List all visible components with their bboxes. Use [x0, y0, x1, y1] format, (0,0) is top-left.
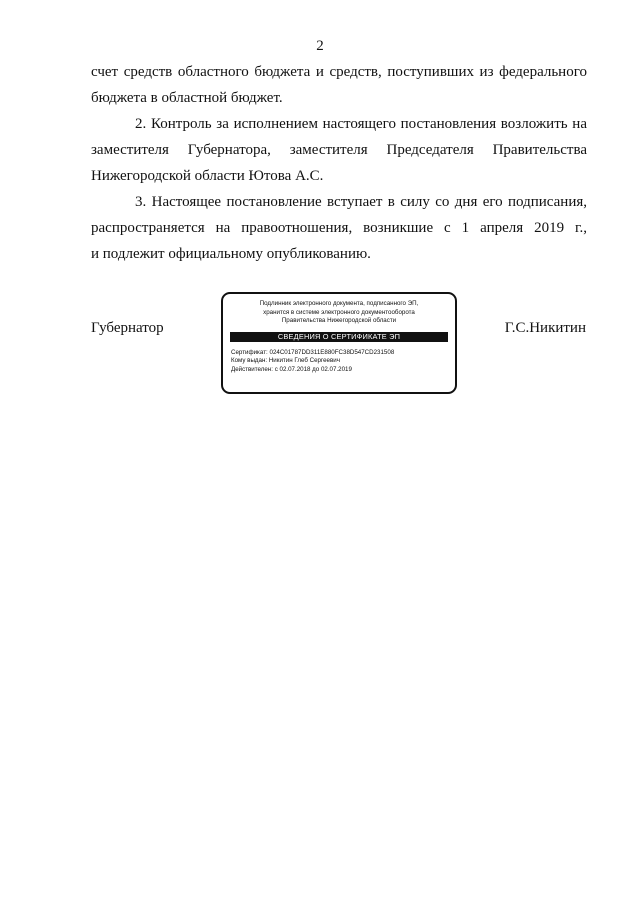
body-line: бюджета в областной бюджет. [91, 90, 283, 106]
certificate-header-line: Подлинник электронного документа, подписанного ЭП, [259, 300, 419, 307]
certificate-details [231, 349, 447, 375]
signatory-position: Губернатор [91, 320, 164, 336]
certificate-header-line: хранится в системе электронного документооборота [263, 308, 415, 316]
issued-to-name: Никитин Глеб Сергеевич [268, 357, 340, 365]
certificate-label: Сертификат: [231, 348, 268, 356]
certificate-header [223, 300, 455, 326]
body-line: Нижегородской области Ютова А.С. [91, 168, 324, 184]
document-body [91, 60, 587, 268]
body-line: заместителя Губернатора, заместителя Председателя Правительства [91, 142, 587, 158]
signatory-name: Г.С.Никитин [504, 320, 586, 336]
certificate-header-line: Правительства Нижегородской области [281, 317, 397, 324]
certificate-title: СВЕДЕНИЯ О СЕРТИФИКАТЕ ЭП [230, 332, 448, 342]
signature-certificate-stamp [221, 292, 457, 394]
certificate-serial: 024C01787DD311E880FC38D547CD231508 [269, 348, 395, 356]
body-line: 2. Контроль за исполнением настоящего постановления возложить на [135, 116, 587, 132]
page-number: 2 [316, 38, 324, 54]
validity-period: с 02.07.2018 до 02.07.2019 [274, 365, 352, 373]
issued-to-row [231, 357, 447, 366]
certificate-row [231, 349, 447, 358]
issued-to-label: Кому выдан: [231, 357, 268, 365]
body-line: распространяется на правоотношения, возникшие с 1 апреля 2019 г., [91, 220, 587, 236]
body-line: счет средств областного бюджета и средств, поступивших из федерального [91, 64, 587, 80]
validity-row [231, 366, 447, 375]
validity-label: Действителен: [231, 365, 273, 373]
body-line: и подлежит официальному опубликованию. [91, 246, 371, 262]
body-line: 3. Настоящее постановление вступает в силу со дня его подписания, [135, 194, 587, 210]
